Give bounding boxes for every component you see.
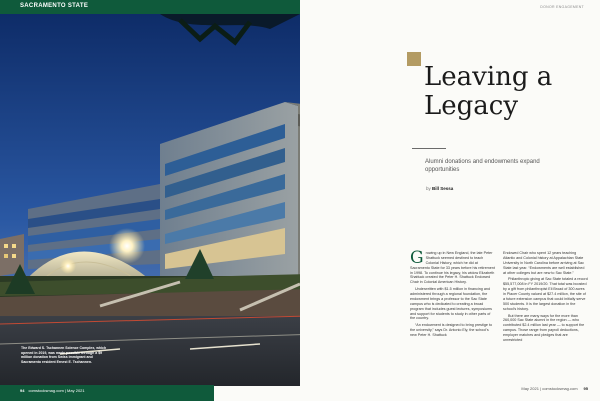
body-paragraph: “An endowment is designed to bring prestige to the university,” says Dr. Antonio Ely, the school’s new Peter H. Shattuck	[410, 323, 493, 337]
right-footer-text: May 2021 | comstocksmag.com	[521, 386, 578, 391]
article-title	[424, 63, 552, 120]
body-paragraph: But there are many ways for the more than 260,000 Sac State alumni in the region — who contributed $2.4 million last year — to support the campus. Those range from payroll deductions, employer matches and pledges that are unrestricted	[503, 313, 585, 342]
right-folio	[521, 386, 588, 391]
body-paragraph: Underwritten with $1.5 million in financing and administered through a regional foundation, the endowment brings a professor to the Sac State campus who is dedicated to creating a broad program that includes guest lectures, symposiums and support for students to study in other parts of the country.	[410, 287, 492, 321]
article-deck: Alumni donations and endowments expand opportunities	[425, 159, 540, 174]
body-paragraph: Philanthropic giving at Sac State totaled a record $55,577,008 in FY 2019/20. That total was boosted by a gift from philanthropist Eli Broad of 300 acres in Placer County valued at $27.4 million, the site of a future extension campus that could initially serve 500 students. It is the largest donation in the school’s history.	[503, 277, 588, 311]
article-body	[410, 248, 588, 376]
right-page	[300, 0, 600, 401]
headline-accent	[407, 52, 421, 66]
deck-rule	[412, 148, 446, 149]
section-kicker: DONOR ENGAGEMENT	[540, 5, 584, 9]
author-name: Bill Sessa	[432, 186, 454, 191]
body-paragraph: Growing up in New England, the late Peter Shattuck seemed destined to teach Colonial History, which he did at Sacramento State for 33 years before his retirement in 1998. To continue his legacy, his widow Elizabeth Shattuck created the Peter H. Shattuck Endowed Chair in Colonial American History.	[410, 248, 495, 285]
byline	[426, 186, 453, 191]
body-column-2	[503, 251, 588, 376]
left-folio	[20, 388, 85, 393]
right-page-number: 95	[583, 386, 588, 391]
title-line-2: Legacy	[424, 90, 519, 121]
building-photo	[0, 14, 300, 386]
byline-prefix: by	[426, 186, 431, 191]
masthead: SACRAMENTO STATE	[20, 3, 89, 9]
body-paragraph: Endowed Chair who spent 12 years teaching Atlantic and Colonial history at Appalachian State University in North Carolina before arriving at Sac State last year. “Endowments are well established at other colleges but are new to Sac State.”	[503, 251, 585, 275]
left-footer-text: comstocksmag.com | May 2021	[28, 388, 85, 393]
title-line-1: Leaving a	[424, 62, 553, 92]
left-page-number: 94	[20, 388, 25, 393]
photo-caption: The Edward S. Tschannen Science Complex, which opened in 2019, was made possible through a $9 million donation from Swiss immigrant and Sacramento resident Ernest E. Tschannen.	[21, 346, 107, 365]
science-complex-illustration	[0, 14, 300, 386]
drop-cap: G	[410, 248, 424, 268]
body-column-1	[410, 248, 495, 376]
